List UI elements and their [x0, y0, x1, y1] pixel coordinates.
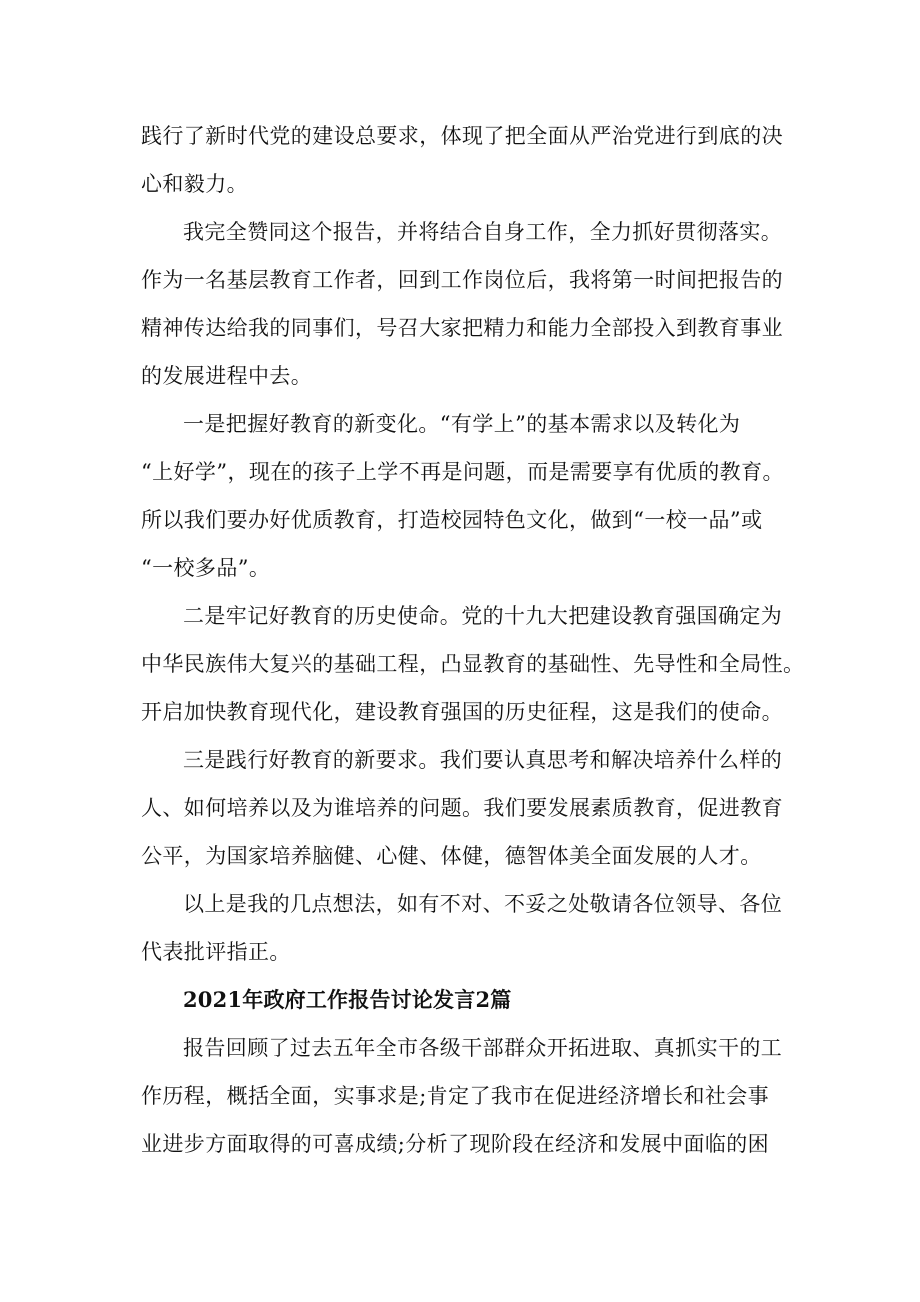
- paragraph-line: 作历程，概括全面，实事求是;肯定了我市在促进经济增长和社会事: [141, 1084, 770, 1108]
- paragraph-line: 我完全赞同这个报告，并将结合自身工作，全力抓好贯彻落实。: [183, 220, 783, 244]
- paragraph-line: 所以我们要办好优质教育，打造校园特色文化，做到“一校一品”或: [141, 508, 763, 532]
- paragraph-line: 心和毅力。: [141, 172, 248, 196]
- paragraph-line: 公平，为国家培养脑健、心健、体健，德智体美全面发展的人才。: [141, 844, 762, 868]
- paragraph-line: 的发展进程中去。: [141, 364, 313, 388]
- paragraph-line: 二是牢记好教育的历史使命。党的十九大把建设教育强国确定为: [183, 604, 783, 628]
- paragraph-line: 代表批评指正。: [141, 940, 291, 964]
- paragraph-line: “一校多品”。: [141, 556, 271, 580]
- paragraph-line: 以上是我的几点想法，如有不对、不妥之处敬请各位领导、各位: [183, 892, 783, 916]
- paragraph-line: 践行了新时代党的建设总要求，体现了把全面从严治党进行到底的决: [141, 124, 783, 148]
- paragraph-line: 三是践行好教育的新要求。我们要认真思考和解决培养什么样的: [183, 748, 783, 772]
- paragraph-line: 开启加快教育现代化，建设教育强国的历史征程，这是我们的使命。: [141, 700, 783, 724]
- paragraph-line: “上好学”，现在的孩子上学不再是问题，而是需要享有优质的教育。: [141, 460, 784, 484]
- paragraph-line: 中华民族伟大复兴的基础工程，凸显教育的基础性、先导性和全局性。: [141, 652, 805, 676]
- section-heading: 2021年政府工作报告讨论发言2篇: [183, 987, 512, 1012]
- paragraph-line: 人、如何培养以及为谁培养的问题。我们要发展素质教育，促进教育: [141, 796, 783, 820]
- paragraph-line: 业进步方面取得的可喜成绩;分析了现阶段在经济和发展中面临的困: [141, 1132, 770, 1156]
- paragraph-line: 精神传达给我的同事们，号召大家把精力和能力全部投入到教育事业: [141, 316, 783, 340]
- paragraph-line: 作为一名基层教育工作者，回到工作岗位后，我将第一时间把报告的: [141, 268, 783, 292]
- paragraph-line: 一是把握好教育的新变化。“有学上”的基本需求以及转化为: [183, 412, 741, 436]
- paragraph-line: 报告回顾了过去五年全市各级干部群众开拓进取、真抓实干的工: [183, 1036, 783, 1060]
